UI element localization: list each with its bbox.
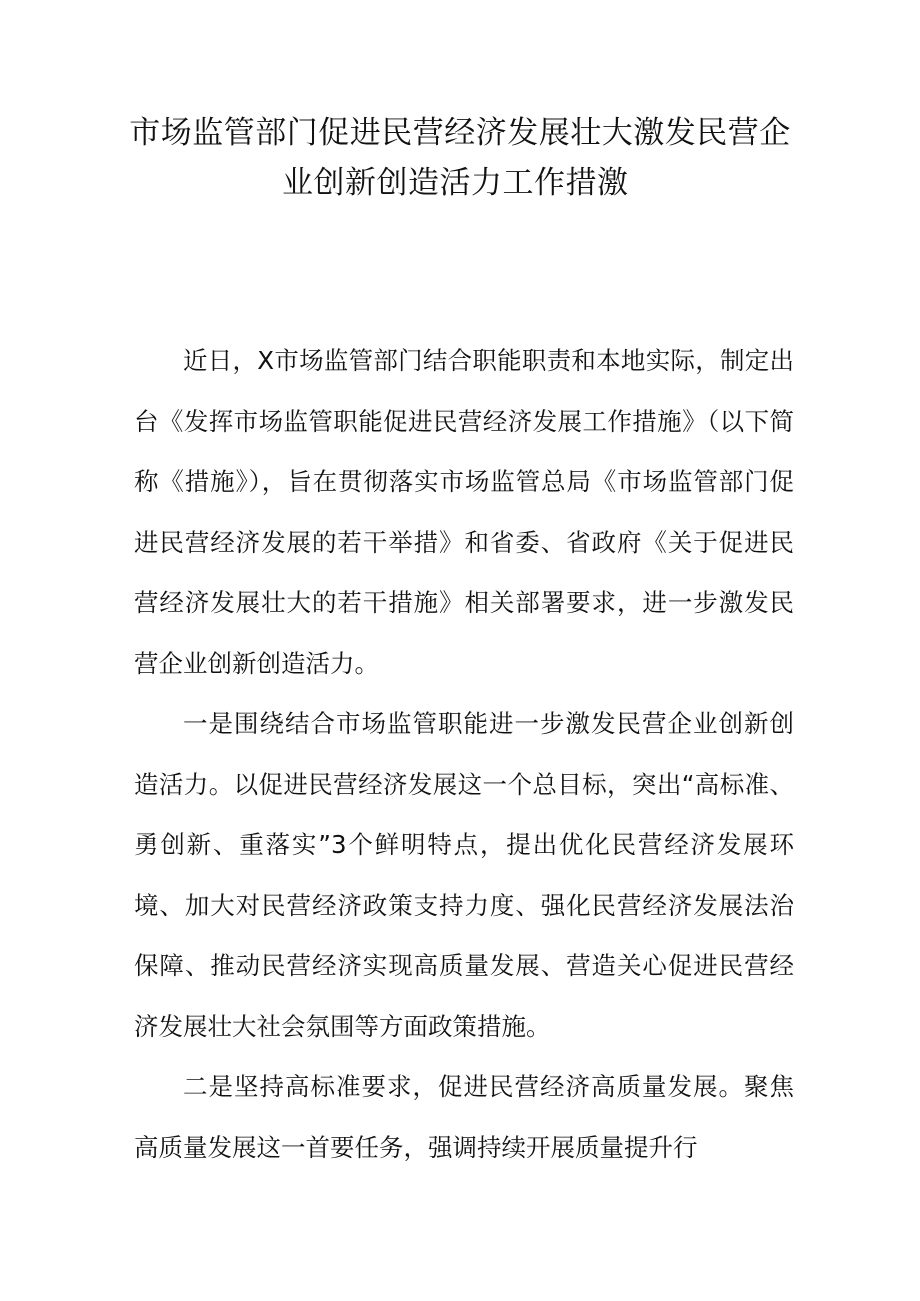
paragraph-intro: 近日，X市场监管部门结合职能职责和本地实际，制定出台《发挥市场监管职能促进民营经济发展工作措施》（以下简称《措施》），旨在贯彻落实市场监管总局《市场监管部门促进民营经济发展的若干举措》和省委、省政府《关于促进民营经济发展壮大的若干措施》相关部署要求，进一步激发民营企业创新创造活力。 [134,346,794,678]
document-title-line-1: 市场监管部门促进民营经济发展壮大激发民营企 [129,115,791,151]
paragraph-point-one: 一是围绕结合市场监管职能进一步激发民营企业创新创造活力。以促进民营经济发展这一个总目标，突出“高标准、勇创新、重落实”3个鲜明特点，提出优化民营经济发展环境、加大对民营经济政策支持力度、强化民营经济发展法治保障、推动民营经济实现高质量发展、营造关心促进民营经济发展壮大社会氛围等方面政策措施。 [134,709,794,1041]
paragraph-point-two: 二是坚持高标准要求，促进民营经济高质量发展。聚焦高质量发展这一首要任务，强调持续开展质量提升行 [134,1072,794,1162]
document-body [134,331,794,1178]
document-title-line-2: 业创新创造活力工作措激 [282,165,629,201]
document-title [120,108,800,208]
